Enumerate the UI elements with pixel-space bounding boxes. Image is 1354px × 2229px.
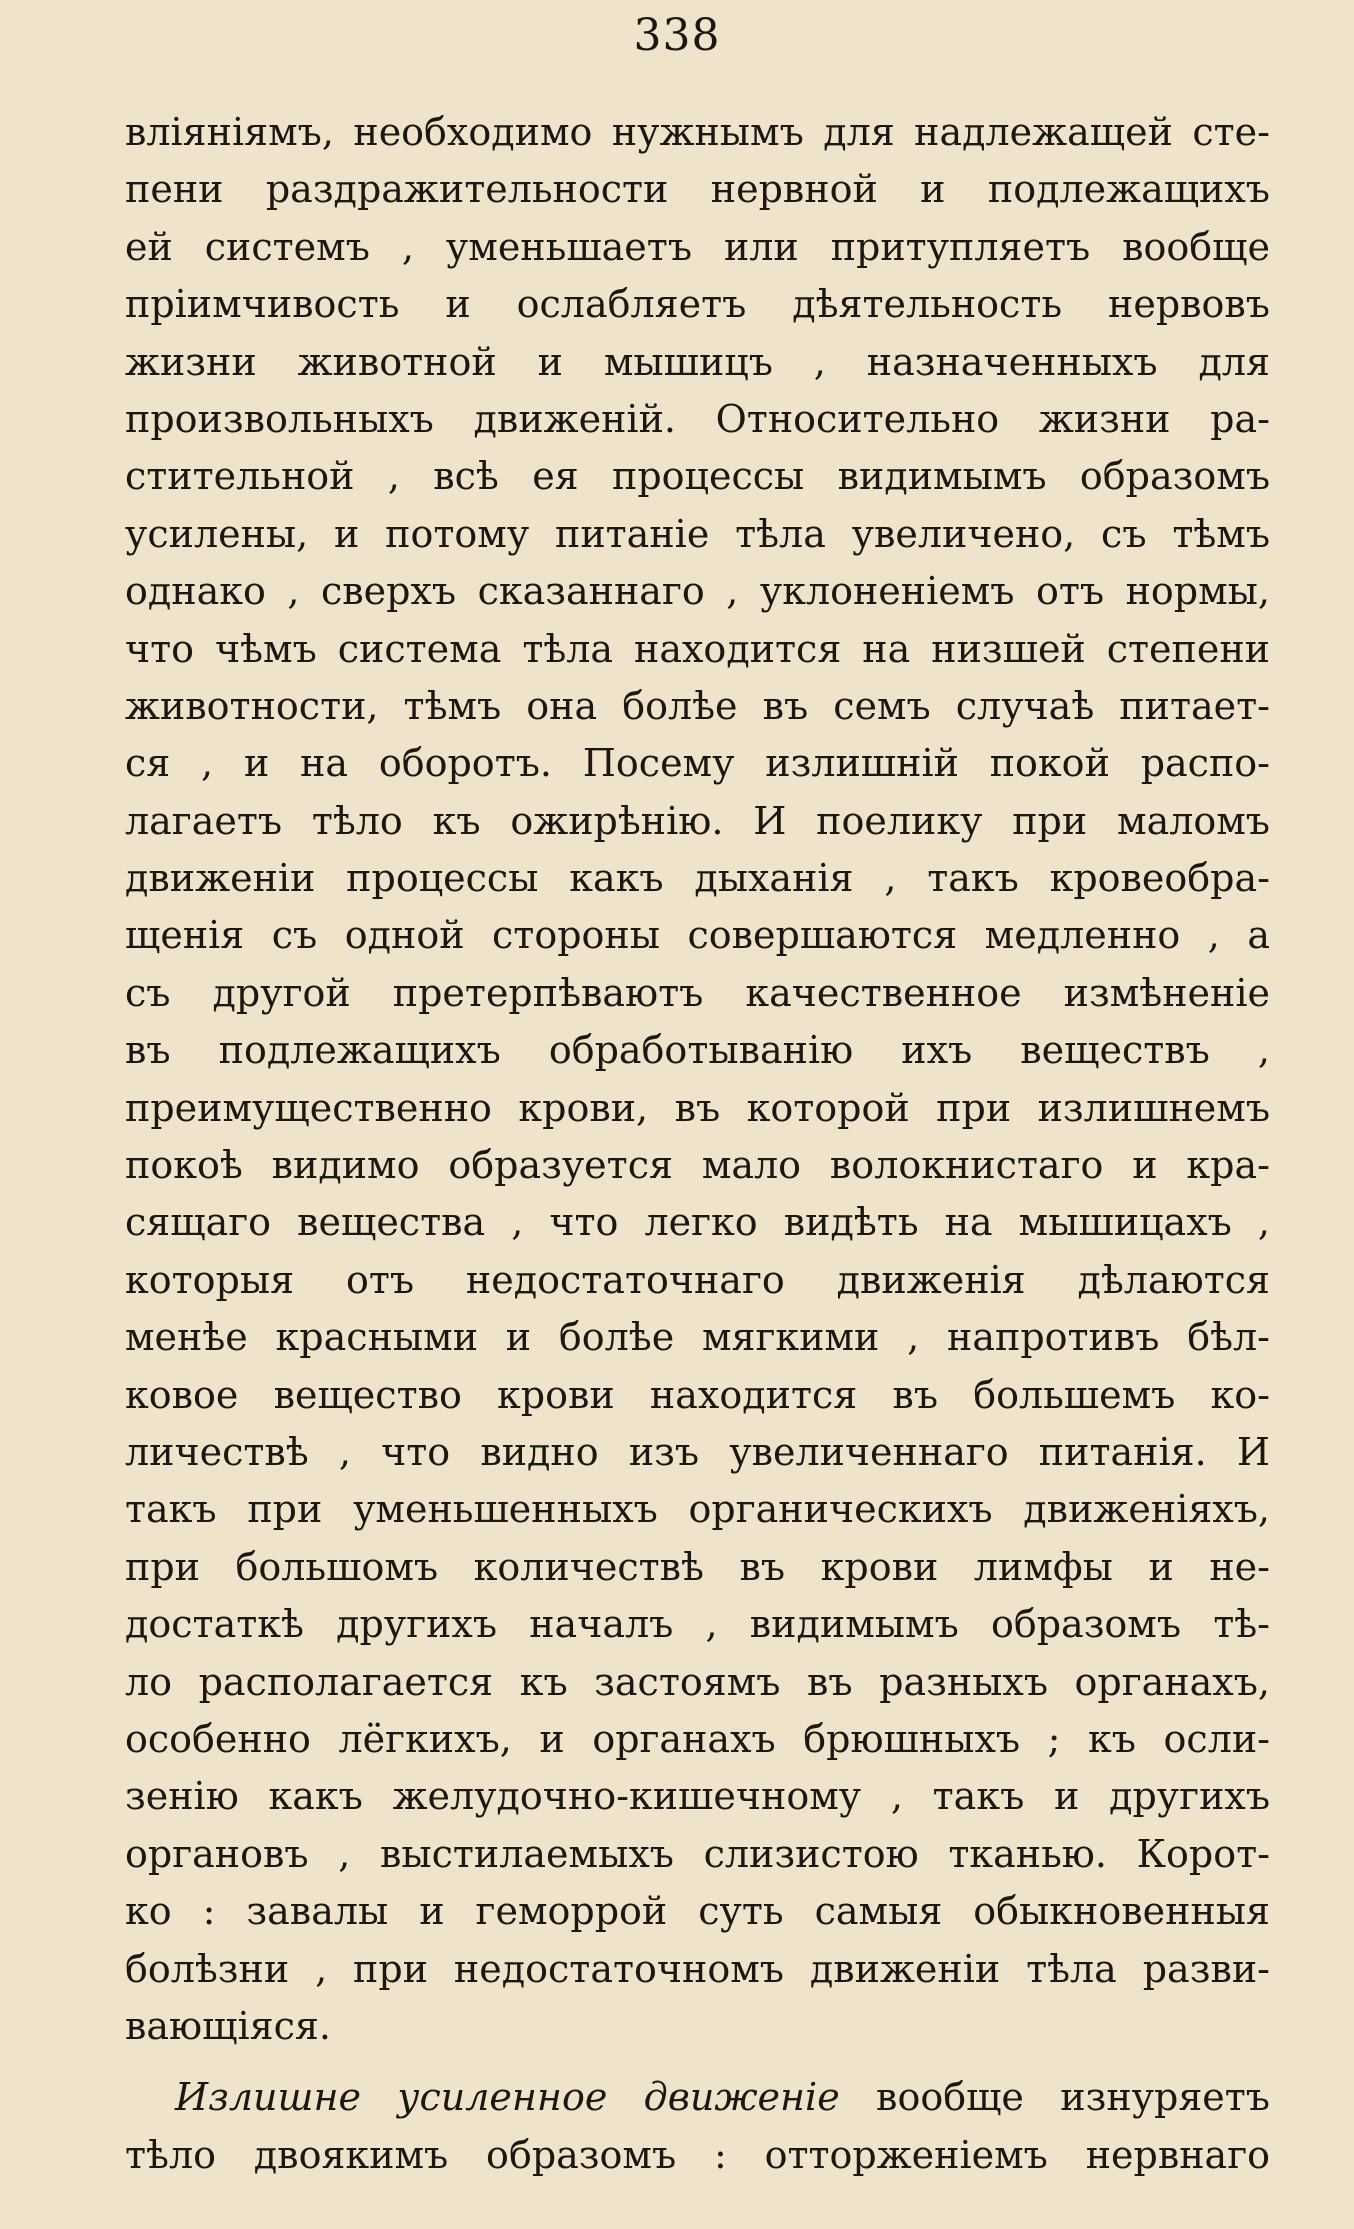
page-number: 338 xyxy=(633,10,721,61)
text-line: болѣзни , при недостаточномъ движеніи тѣла разви- xyxy=(125,1946,1270,1991)
text-line: въ подлежащихъ обработыванію ихъ веществъ , xyxy=(125,1028,1270,1073)
text-line: сящаго вещества , что легко видѣть на мышицахъ , xyxy=(125,1200,1270,1245)
text-line-paragraph-start xyxy=(125,2069,1270,2126)
text-line: жизни животной и мышицъ , назначенныхъ для xyxy=(125,339,1270,384)
text-line: вліяніямъ, необходимо нужнымъ для надлежащей сте- xyxy=(125,110,1270,154)
text-line: однако , сверхъ сказаннаго , уклоненіемъ отъ нормы, xyxy=(125,569,1270,614)
italic-term: Излишне усиленное движеніе xyxy=(175,2075,840,2120)
text-line: которыя отъ недостаточнаго движенія дѣлаются xyxy=(125,1257,1270,1302)
text-line: такъ при уменьшенныхъ органическихъ движеніяхъ, xyxy=(125,1487,1270,1532)
text-line: органовъ , выстилаемыхъ слизистою тканью. Корот- xyxy=(125,1831,1270,1876)
text-line: вающіяся. xyxy=(125,2003,331,2048)
text-span: вообще изнуряетъ xyxy=(839,2075,1270,2120)
text-line: щенія съ одной стороны совершаются медленно , а xyxy=(125,913,1270,958)
paragraph-gap xyxy=(125,2055,1270,2069)
text-line: личествѣ , что видно изъ увеличеннаго питанія. И xyxy=(125,1429,1270,1474)
text-line: съ другой претерпѣваютъ качественное измѣненіе xyxy=(125,970,1270,1015)
text-line: ся , и на оборотъ. Посему излишній покой распо- xyxy=(125,741,1270,786)
text-line: покоѣ видимо образуется мало волокнистаго и кра- xyxy=(125,1143,1270,1188)
text-line: произвольныхъ движеній. Относительно жизни ра- xyxy=(125,396,1270,441)
text-line: зенію какъ желудочно-кишечному , такъ и другихъ xyxy=(125,1774,1270,1819)
text-line: животности, тѣмъ она болѣе въ семъ случаѣ питает- xyxy=(125,683,1270,728)
text-line: движеніи процессы какъ дыханія , такъ кровеобра- xyxy=(125,856,1270,901)
text-line: пріимчивость и ослабляетъ дѣятельность нервовъ xyxy=(125,282,1270,327)
text-line: менѣе красными и болѣе мягкими , напротивъ бѣл- xyxy=(125,1315,1270,1360)
text-line: ковое вещество крови находится въ большемъ ко- xyxy=(125,1372,1270,1417)
text-line: тѣло двоякимъ образомъ : отторженіемъ нервнаго xyxy=(125,2132,1270,2177)
text-line: достаткѣ другихъ началъ , видимымъ образомъ тѣ- xyxy=(125,1602,1270,1647)
text-line: пени раздражительности нервной и подлежащихъ xyxy=(125,167,1270,212)
text-line: ло располагается къ застоямъ въ разныхъ органахъ, xyxy=(125,1659,1270,1704)
text-line: лагаетъ тѣло къ ожирѣнію. И поелику при маломъ xyxy=(125,798,1270,843)
text-line: что чѣмъ система тѣла находится на низшей степени xyxy=(125,626,1270,671)
text-line: стительной , всѣ ея процессы видимымъ образомъ xyxy=(125,454,1270,499)
text-line: особенно лёгкихъ, и органахъ брюшныхъ ; къ осли- xyxy=(125,1716,1270,1761)
text-line: преимущественно крови, въ которой при излишнемъ xyxy=(125,1085,1270,1130)
text-line: при большомъ количествѣ въ крови лимфы и не- xyxy=(125,1544,1270,1589)
text-line: усилены, и потому питаніе тѣла увеличено, съ тѣмъ xyxy=(125,511,1270,556)
text-line: ей системъ , уменьшаетъ или притупляетъ вообще xyxy=(125,224,1270,269)
body-text xyxy=(125,104,1270,2184)
text-line: ко : завалы и геморрой суть самыя обыкновенныя xyxy=(125,1889,1270,1934)
